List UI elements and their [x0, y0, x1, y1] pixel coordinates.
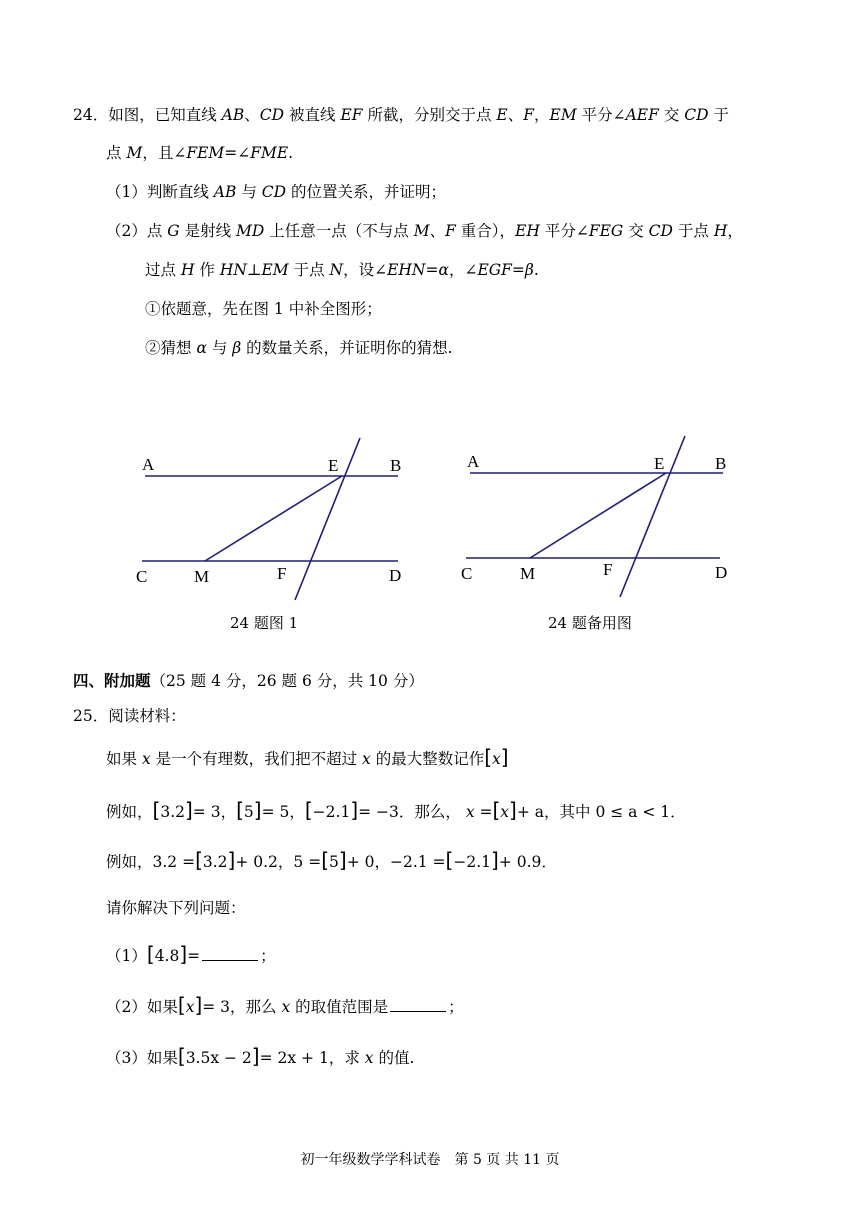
line-ef: [620, 436, 685, 597]
label-a: A: [467, 452, 480, 471]
label-m: M: [194, 567, 210, 586]
q25-intro: 25．阅读材料：: [73, 707, 186, 725]
figure-spare: [445, 425, 745, 615]
label-a: A: [142, 455, 155, 474]
label-m: M: [520, 564, 536, 583]
q25-definition: 如果 x 是一个有理数，我们把不超过 x 的最大整数记作[x]: [106, 745, 509, 769]
q25-part3: （3）如果[3.5x − 2]= 2x + 1，求 x 的值.: [106, 1044, 415, 1068]
figure-1: [120, 425, 420, 615]
q25-ask: 请你解决下列问题：: [106, 899, 246, 917]
q24-part2-line1: （2）点 G 是射线 MD 上任意一点（不与点 M、F 重合），EH 平分∠FEG 交 CD 于点 H，: [106, 222, 743, 240]
answer-blank-2[interactable]: [390, 997, 446, 1012]
q24-line1: 24．如图，已知直线 AB、CD 被直线 EF 所截，分别交于点 E、F，EM 平分∠AEF 交 CD 于: [73, 106, 729, 124]
q24-subtask2: ②猜想 α 与 β 的数量关系，并证明你的猜想.: [145, 339, 453, 357]
q24-part2-line2: 过点 H 作 HN⊥EM 于点 N，设∠EHN=α，∠EGF=β.: [145, 261, 539, 279]
label-e: E: [654, 454, 665, 473]
figure-1-caption: 24 题图 1: [230, 614, 299, 632]
q25-example1: 例如，[3.2]= 3，[5]= 5，[−2.1]= −3．那么， x =[x]+ a，其中 0 ≤ a < 1．: [106, 798, 686, 822]
q25-example2: 例如，3.2 =[3.2]+ 0.2，5 =[5]+ 0，−2.1 =[−2.1]+ 0.9．: [106, 848, 557, 872]
q24-part1: （1）判断直线 AB 与 CD 的位置关系，并证明；: [106, 183, 446, 201]
q25-part1: （1）[4.8]= ；: [106, 942, 276, 966]
label-f: F: [603, 560, 613, 579]
label-e: E: [328, 456, 339, 475]
q24-line2: 点 M，且∠FEM=∠FME.: [106, 144, 294, 162]
line-em: [205, 476, 342, 561]
label-c: C: [461, 564, 473, 583]
label-d: D: [389, 566, 402, 585]
answer-blank-1[interactable]: [202, 946, 258, 961]
section-4-heading: 四、附加题（25 题 4 分，26 题 6 分，共 10 分）: [73, 671, 424, 690]
page-footer: 初一年级数学学科试卷 第 5 页 共 11 页: [300, 1152, 560, 1168]
q25-part2: （2）如果[x]= 3，那么 x 的取值范围是 ；: [106, 993, 464, 1017]
label-b: B: [390, 456, 402, 475]
label-d: D: [715, 563, 728, 582]
label-c: C: [136, 567, 148, 586]
label-f: F: [277, 564, 287, 583]
line-em: [530, 473, 666, 558]
label-b: B: [715, 454, 727, 473]
figure-spare-caption: 24 题备用图: [548, 614, 632, 632]
q24-subtask1: ①依题意，先在图 1 中补全图形；: [145, 300, 382, 318]
